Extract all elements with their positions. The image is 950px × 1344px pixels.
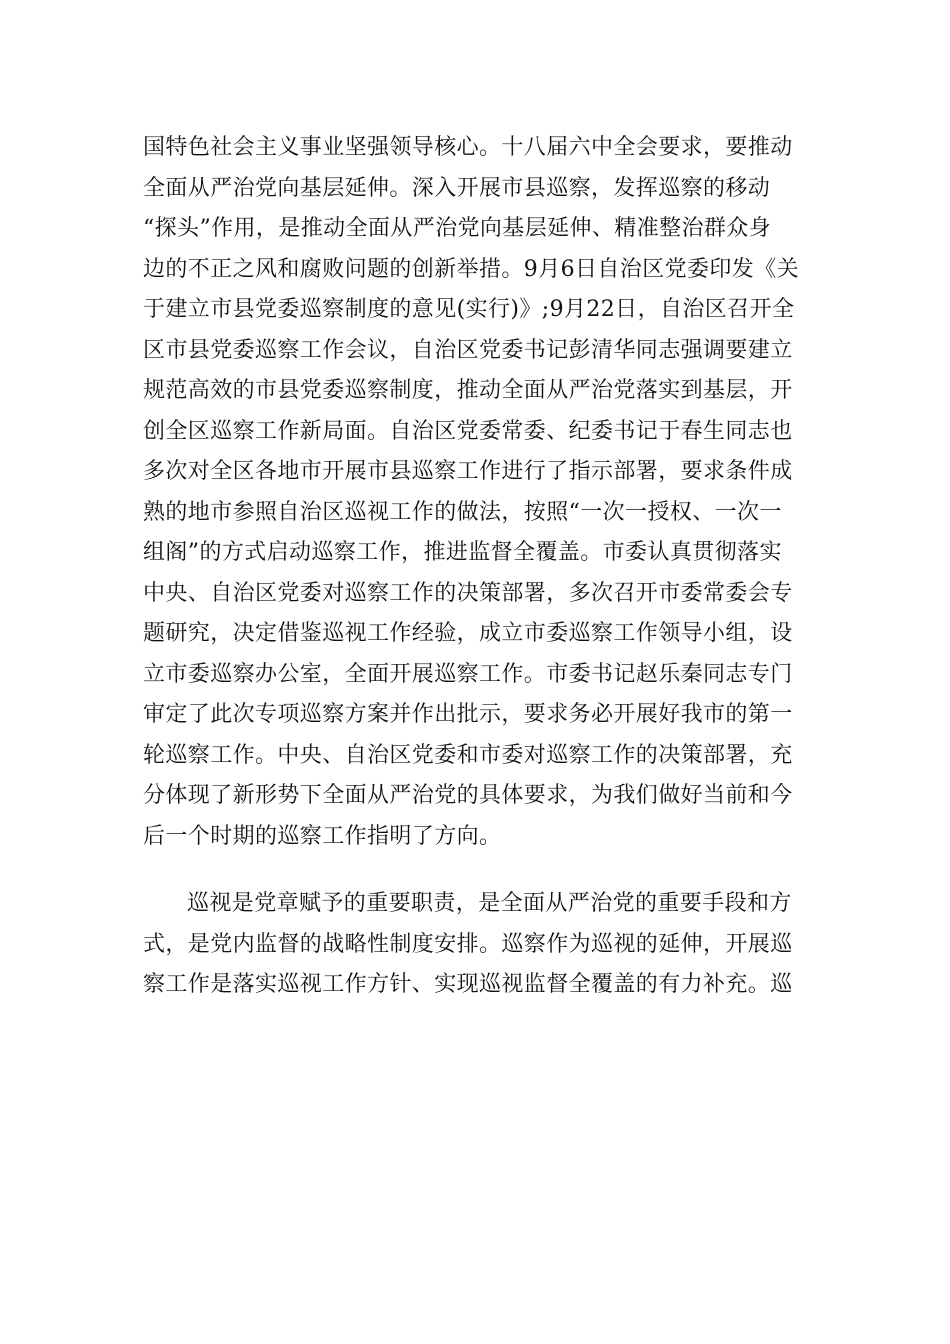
paragraph-spacer (143, 857, 808, 884)
text-line: 规范高效的市县党委巡察制度，推动全面从严治党落实到基层，开 (143, 378, 793, 403)
text-line: 审定了此次专项巡察方案并作出批示，要求务必开展好我市的第一 (143, 702, 793, 727)
text-line: 分体现了新形势下全面从严治党的具体要求，为我们做好当前和今 (143, 783, 793, 808)
text-line: 边的不正之风和腐败问题的创新举措。9月6日自治区党委印发《关 (143, 256, 799, 282)
text-line: 后一个时期的巡察工作指明了方向。 (143, 823, 502, 849)
paragraph-2 (143, 884, 808, 1006)
text-line: 中央、自治区党委对巡察工作的决策部署，多次召开市委常委会专 (143, 580, 793, 606)
text-line: 式，是党内监督的战略性制度安排。巡察作为巡视的延伸，开展巡 (143, 931, 793, 957)
text-line: 题研究，决定借鉴巡视工作经验，成立市委巡察工作领导小组，设 (143, 621, 793, 646)
text-line: 熟的地市参照自治区巡视工作的做法，按照“一次一授权、一次一 (143, 499, 782, 525)
text-line: 立市委巡察办公室，全面开展巡察工作。市委书记赵乐秦同志专门 (143, 661, 793, 687)
text-line: 于建立市县党委巡察制度的意见(实行)》;9月22日，自治区召开全 (143, 297, 795, 322)
text-line: 全面从严治党向基层延伸。深入开展市县巡察，发挥巡察的移动 (143, 175, 771, 201)
text-line: 组阁”的方式启动巡察工作，推进监督全覆盖。市委认真贯彻落实 (143, 540, 782, 565)
text-line: “探头”作用，是推动全面从严治党向基层延伸、精准整治群众身 (143, 216, 772, 241)
text-line: 轮巡察工作。中央、自治区党委和市委对巡察工作的决策部署，充 (143, 742, 793, 768)
text-line: 创全区巡察工作新局面。自治区党委常委、纪委书记于春生同志也 (143, 418, 793, 444)
text-line: 国特色社会主义事业坚强领导核心。十八届六中全会要求，要推动 (143, 135, 793, 160)
text-line: 区市县党委巡察工作会议，自治区党委书记彭清华同志强调要建立 (143, 337, 793, 363)
text-line: 巡视是党章赋予的重要职责，是全面从严治党的重要手段和方 (187, 891, 792, 916)
text-line: 察工作是落实巡视工作方针、实现巡视监督全覆盖的有力补充。巡 (143, 972, 793, 997)
paragraph-1 (143, 128, 808, 857)
text-line: 多次对全区各地市开展市县巡察工作进行了指示部署，要求条件成 (143, 459, 793, 484)
document-body (143, 128, 808, 1006)
